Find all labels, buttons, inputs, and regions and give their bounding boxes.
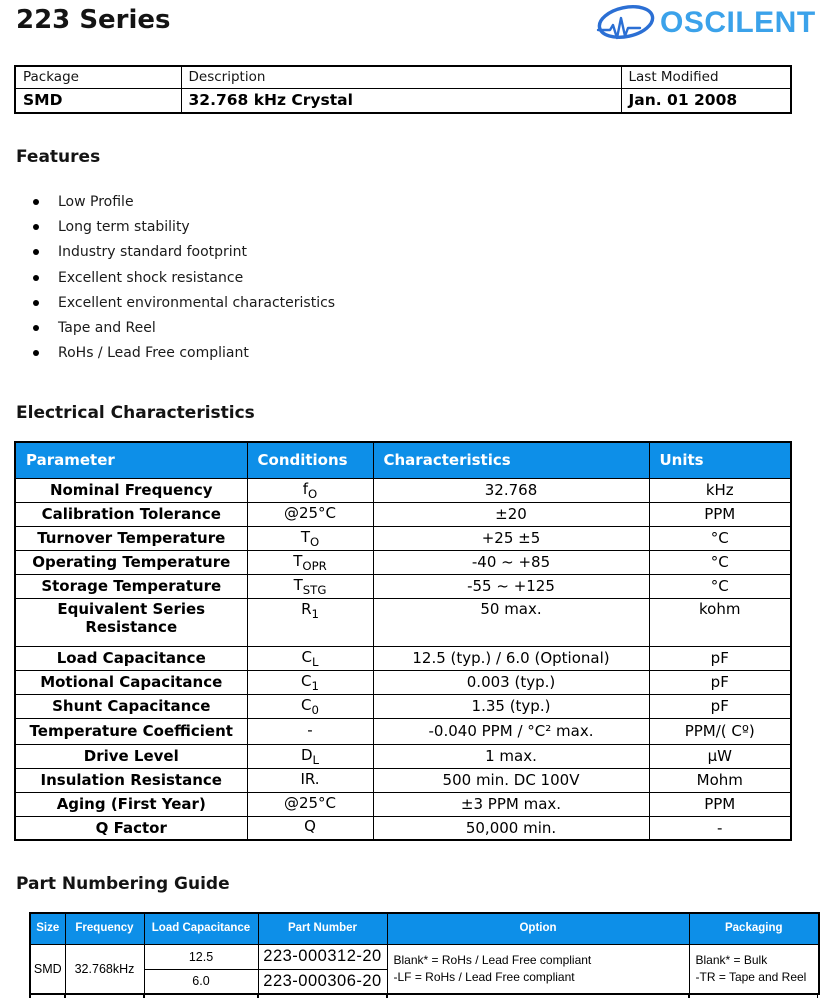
- units-cell: pF: [649, 670, 791, 694]
- bullet-icon: [33, 275, 39, 281]
- info-header-row: [15, 66, 791, 88]
- table-row: [15, 694, 791, 718]
- table-row: [15, 478, 791, 502]
- conditions-header: Conditions: [247, 442, 373, 478]
- packaging-line: Blank* = Bulk: [695, 952, 768, 967]
- characteristics-cell: 50 max.: [373, 598, 649, 646]
- table-row: [15, 718, 791, 744]
- conditions-cell: @25°C: [247, 502, 373, 526]
- feature-label: Excellent shock resistance: [58, 269, 244, 286]
- packaging-cell: [689, 944, 819, 994]
- units-cell: Mohm: [649, 768, 791, 792]
- description-header: Description: [181, 66, 621, 88]
- units-cell: pF: [649, 646, 791, 670]
- package-header: Package: [15, 66, 181, 88]
- characteristics-cell: ±3 PPM max.: [373, 792, 649, 816]
- characteristics-cell: -55 ~ +125: [373, 574, 649, 598]
- bullet-icon: [33, 224, 39, 230]
- units-cell: pF: [649, 694, 791, 718]
- table-row: [15, 550, 791, 574]
- units-cell: PPM: [649, 502, 791, 526]
- characteristics-cell: -40 ~ +85: [373, 550, 649, 574]
- units-cell: °C: [649, 574, 791, 598]
- load-capacitance-value: 6.0: [144, 969, 258, 994]
- option-line: -LF = RoHs / Lead Free compliant: [393, 969, 575, 984]
- units-cell: °C: [649, 526, 791, 550]
- feature-label: Excellent environmental characteristics: [58, 294, 336, 311]
- conditions-cell: IR.: [247, 768, 373, 792]
- feature-label: Industry standard footprint: [58, 244, 248, 261]
- feature-label: Tape and Reel: [58, 320, 156, 337]
- characteristics-cell: 32.768: [373, 478, 649, 502]
- table-row: [15, 744, 791, 768]
- load-capacitance-value: 12.5: [144, 944, 258, 969]
- bullet-icon: [33, 199, 39, 205]
- parameter-cell: Nominal Frequency: [15, 478, 247, 502]
- characteristics-header: Characteristics: [373, 442, 649, 478]
- parameter-cell: Q Factor: [15, 816, 247, 840]
- oscilent-logo: [596, 2, 816, 44]
- last-modified-value: Jan. 01 2008: [621, 88, 791, 113]
- units-cell: kHz: [649, 478, 791, 502]
- characteristics-cell: +25 ±5: [373, 526, 649, 550]
- parameter-cell: Load Capacitance: [15, 646, 247, 670]
- table-row: [15, 574, 791, 598]
- table-row: [15, 792, 791, 816]
- frequency-header: Frequency: [65, 913, 144, 944]
- feature-label: Long term stability: [58, 218, 190, 235]
- table-row: [15, 502, 791, 526]
- last-modified-header: Last Modified: [621, 66, 791, 88]
- features-heading: Features: [16, 147, 101, 167]
- parameter-cell: Temperature Coefficient: [15, 718, 247, 744]
- conditions-cell: $T_{OPR}$: [247, 550, 373, 574]
- page-title: 223 Series: [16, 5, 171, 35]
- parameter-cell: Turnover Temperature: [15, 526, 247, 550]
- feature-label: Low Profile: [58, 193, 134, 210]
- package-value: SMD: [15, 88, 181, 113]
- size-value: SMD: [30, 944, 65, 994]
- pn-header-row: [30, 913, 819, 944]
- conditions-cell: $C_L$: [247, 646, 373, 670]
- list-item: [30, 290, 335, 315]
- table-row: [15, 768, 791, 792]
- list-item: [30, 214, 335, 239]
- pn-table-continuation: [29, 994, 818, 998]
- part-number-header: Part Number: [258, 913, 387, 944]
- elec-header-row: [15, 442, 791, 478]
- part-numbering-heading: Part Numbering Guide: [16, 874, 230, 894]
- package-info-table: [14, 65, 792, 114]
- conditions-cell: $C_0$: [247, 694, 373, 718]
- conditions-cell: $C_1$: [247, 670, 373, 694]
- oscilent-logo-mark-icon: [596, 2, 660, 44]
- conditions-cell: -: [247, 718, 373, 744]
- parameter-cell: Motional Capacitance: [15, 670, 247, 694]
- parameter-cell: Calibration Tolerance: [15, 502, 247, 526]
- frequency-value: 32.768kHz: [65, 944, 144, 994]
- characteristics-cell: 50,000 min.: [373, 816, 649, 840]
- packaging-header: Packaging: [689, 913, 819, 944]
- table-row: [30, 944, 819, 969]
- parameter-cell: Aging (First Year): [15, 792, 247, 816]
- conditions-cell: $R_1$: [247, 598, 373, 646]
- conditions-cell: $f_O$: [247, 478, 373, 502]
- bullet-icon: [33, 325, 39, 331]
- units-cell: µW: [649, 744, 791, 768]
- parameter-header: Parameter: [15, 442, 247, 478]
- parameter-cell: Insulation Resistance: [15, 768, 247, 792]
- feature-label: RoHs / Lead Free compliant: [58, 345, 249, 362]
- list-item: [30, 240, 335, 265]
- bullet-icon: [33, 249, 39, 255]
- part-number-value: 223-000306-20: [258, 969, 387, 994]
- parameter-cell: Operating Temperature: [15, 550, 247, 574]
- conditions-cell: $D_L$: [247, 744, 373, 768]
- conditions-cell: @25°C: [247, 792, 373, 816]
- conditions-cell: Q: [247, 816, 373, 840]
- description-value: 32.768 kHz Crystal: [181, 88, 621, 113]
- list-item: [30, 189, 335, 214]
- characteristics-cell: 0.003 (typ.): [373, 670, 649, 694]
- conditions-cell: $T_{STG}$: [247, 574, 373, 598]
- characteristics-cell: 1.35 (typ.): [373, 694, 649, 718]
- parameter-cell: Equivalent Series Resistance: [15, 598, 247, 646]
- parameter-cell: Drive Level: [15, 744, 247, 768]
- units-cell: -: [649, 816, 791, 840]
- option-header: Option: [387, 913, 689, 944]
- bullet-icon: [33, 350, 39, 356]
- units-cell: PPM/( Cº): [649, 718, 791, 744]
- units-cell: PPM: [649, 792, 791, 816]
- list-item: [30, 341, 335, 366]
- parameter-cell: Shunt Capacitance: [15, 694, 247, 718]
- characteristics-cell: -0.040 PPM / °C² max.: [373, 718, 649, 744]
- units-cell: kohm: [649, 598, 791, 646]
- table-row: [15, 526, 791, 550]
- packaging-line: -TR = Tape and Reel: [695, 969, 807, 984]
- parameter-cell: Storage Temperature: [15, 574, 247, 598]
- part-number-value: 223-000312-20: [258, 944, 387, 969]
- size-header: Size: [30, 913, 65, 944]
- features-list: [30, 189, 335, 366]
- table-row: [15, 598, 791, 646]
- units-cell: °C: [649, 550, 791, 574]
- option-cell: [387, 944, 689, 994]
- table-row: [15, 816, 791, 840]
- characteristics-cell: 1 max.: [373, 744, 649, 768]
- part-numbering-table: [29, 912, 820, 995]
- characteristics-cell: ±20: [373, 502, 649, 526]
- units-header: Units: [649, 442, 791, 478]
- list-item: [30, 315, 335, 340]
- bullet-icon: [33, 300, 39, 306]
- load-capacitance-header: Load Capacitance: [144, 913, 258, 944]
- table-row: [15, 670, 791, 694]
- list-item: [30, 265, 335, 290]
- oscilent-logo-text: OSCILENT: [660, 6, 816, 39]
- option-line: Blank* = RoHs / Lead Free compliant: [393, 952, 592, 967]
- info-data-row: [15, 88, 791, 113]
- characteristics-cell: 12.5 (typ.) / 6.0 (Optional): [373, 646, 649, 670]
- electrical-heading: Electrical Characteristics: [16, 403, 255, 423]
- characteristics-cell: 500 min. DC 100V: [373, 768, 649, 792]
- table-row: [15, 646, 791, 670]
- electrical-characteristics-table: [14, 441, 792, 841]
- conditions-cell: $T_O$: [247, 526, 373, 550]
